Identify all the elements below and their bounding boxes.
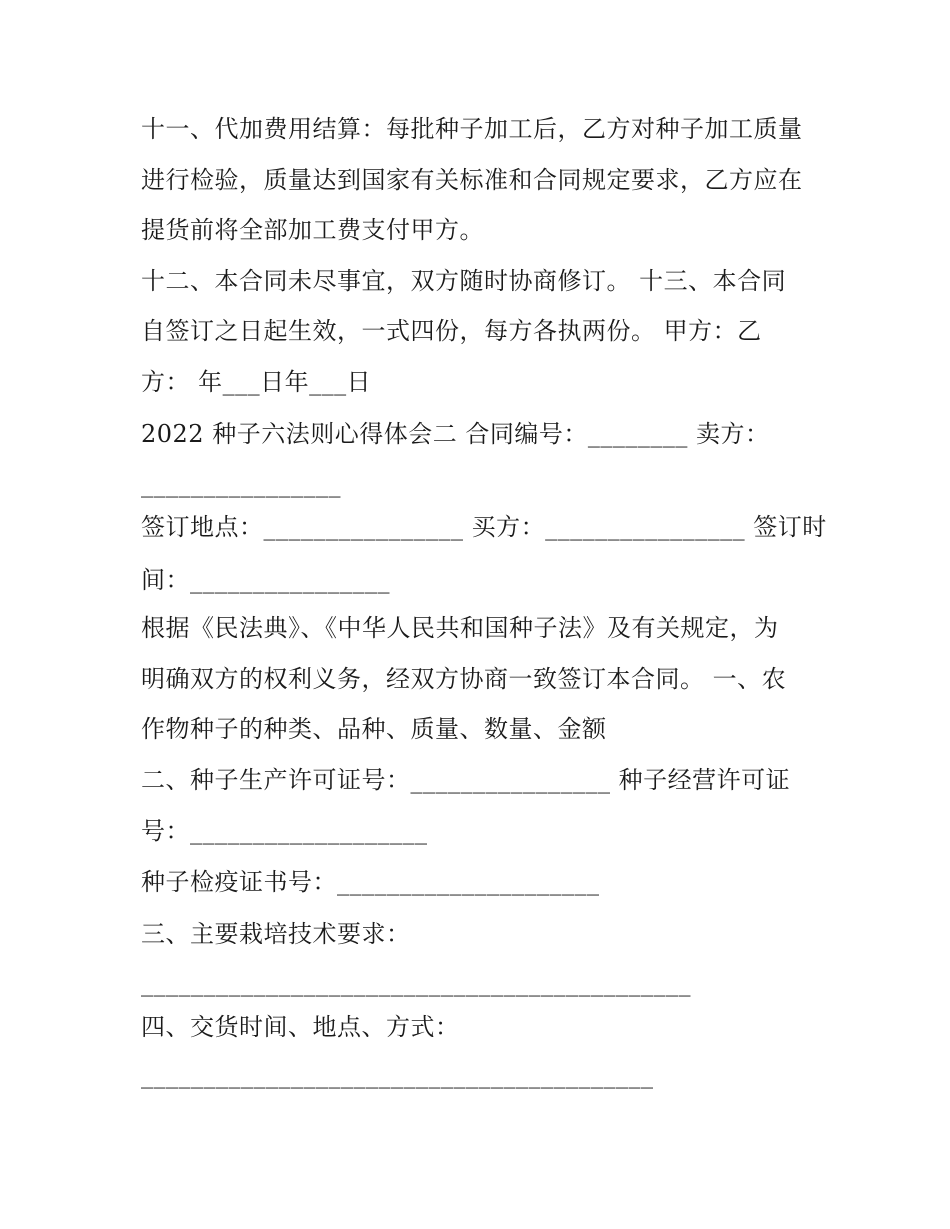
text-line: 间：________________	[141, 566, 390, 594]
text-line: _________________________________________	[141, 1061, 654, 1089]
text-line: 种子检疫证书号：_____________________	[141, 868, 600, 896]
text-line: 明确双方的权利义务，经双方协商一致签订本合同。 一、农	[141, 665, 787, 693]
text-line: 号：___________________	[141, 817, 428, 845]
text-line: 方： 年___日年___日	[141, 368, 372, 396]
text-line: 进行检验，质量达到国家有关标准和合同规定要求，乙方应在	[141, 166, 803, 194]
text-line: 2022 种子六法则心得体会二 合同编号：________ 卖方：	[141, 420, 770, 448]
text-line: 签订地点：________________ 买方：________________ 签订时	[141, 513, 827, 541]
text-line: 十一、代加费用结算：每批种子加工后，乙方对种子加工质量	[141, 115, 803, 143]
text-line: 三、主要栽培技术要求：	[141, 920, 411, 948]
text-line: 提货前将全部加工费支付甲方。	[141, 216, 484, 244]
text-line: 二、种子生产许可证号：________________ 种子经营许可证	[141, 766, 791, 794]
text-line: 四、交货时间、地点、方式：	[141, 1013, 460, 1041]
text-line: ____________________________________________	[141, 969, 691, 997]
text-line: ________________	[141, 470, 341, 498]
text-line: 作物种子的种类、品种、质量、数量、金额	[141, 715, 607, 743]
text-line: 十二、本合同未尽事宜，双方随时协商修订。 十三、本合同	[141, 267, 787, 295]
text-line: 根据《民法典》、《中华人民共和国种子法》及有关规定，为	[141, 614, 779, 642]
text-line: 自签订之日起生效，一式四份，每方各执两份。 甲方：乙	[141, 317, 762, 345]
